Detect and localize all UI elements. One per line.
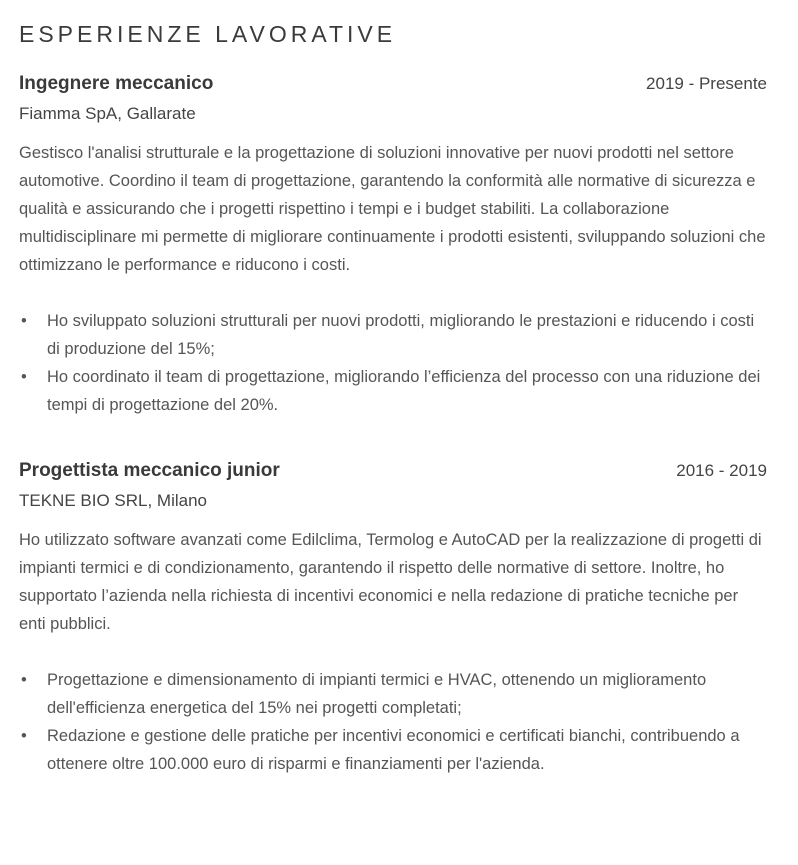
job-title: Progettista meccanico junior (19, 460, 280, 481)
achievement-item (19, 666, 767, 722)
job-dates: 2016 - 2019 (676, 461, 767, 480)
section-title: ESPERIENZE LAVORATIVE (19, 21, 397, 47)
achievements-list (19, 307, 767, 419)
bullet-icon: • (21, 671, 27, 689)
achievement-text: Ho sviluppato soluzioni strutturali per nuovi prodotti, migliorando le prestazioni e riducendo i costi di produzione del 15%; (47, 312, 755, 358)
achievement-text: Redazione e gestione delle pratiche per incentivi economici e certificati bianchi, contribuendo a ottenere oltre 100.000 euro di risparmi e finanziamenti per l'azienda. (47, 727, 740, 773)
job-company: Fiamma SpA, Gallarate (19, 104, 196, 123)
job-description: Ho utilizzato software avanzati come Edilclima, Termolog e AutoCAD per la realizzazione di progetti di impianti termici e di condizionamento, garantendo il rispetto delle normative di settore. Inoltre, ho supportato l’azienda nella richiesta di incentivi economici e nella redazione di pratiche tecniche per enti pubblici. (19, 531, 762, 633)
bullet-icon: • (21, 368, 27, 386)
job-header (19, 70, 767, 98)
achievement-item (19, 363, 767, 419)
job-description: Gestisco l'analisi strutturale e la progettazione di soluzioni innovative per nuovi prodotti nel settore automotive. Coordino il team di progettazione, garantendo la conformità alle normative di sicurezza e qualità e assicurando che i progetti rispettino i tempi e i budget stabiliti. La collaborazione multidisciplinare mi permette di migliorare continuamente i prodotti esistenti, sviluppando soluzioni che ottimizzano le performance e riducono i costi. (19, 144, 766, 274)
achievement-text: Progettazione e dimensionamento di impianti termici e HVAC, ottenendo un miglioramento dell'efficienza energetica del 15% nei progetti completati; (47, 671, 707, 717)
achievement-item (19, 722, 767, 778)
job-entry-2 (19, 457, 767, 778)
achievements-list (19, 666, 767, 778)
achievement-text: Ho coordinato il team di progettazione, migliorando l’efficienza del processo con una riduzione dei tempi di progettazione del 20%. (47, 368, 761, 414)
job-header (19, 457, 767, 485)
achievement-item (19, 307, 767, 363)
bullet-icon: • (21, 312, 27, 330)
job-dates: 2019 - Presente (646, 74, 767, 93)
job-company: TEKNE BIO SRL, Milano (19, 491, 208, 510)
job-title: Ingegnere meccanico (19, 73, 214, 94)
job-entry-1 (19, 70, 767, 419)
bullet-icon: • (21, 727, 27, 745)
